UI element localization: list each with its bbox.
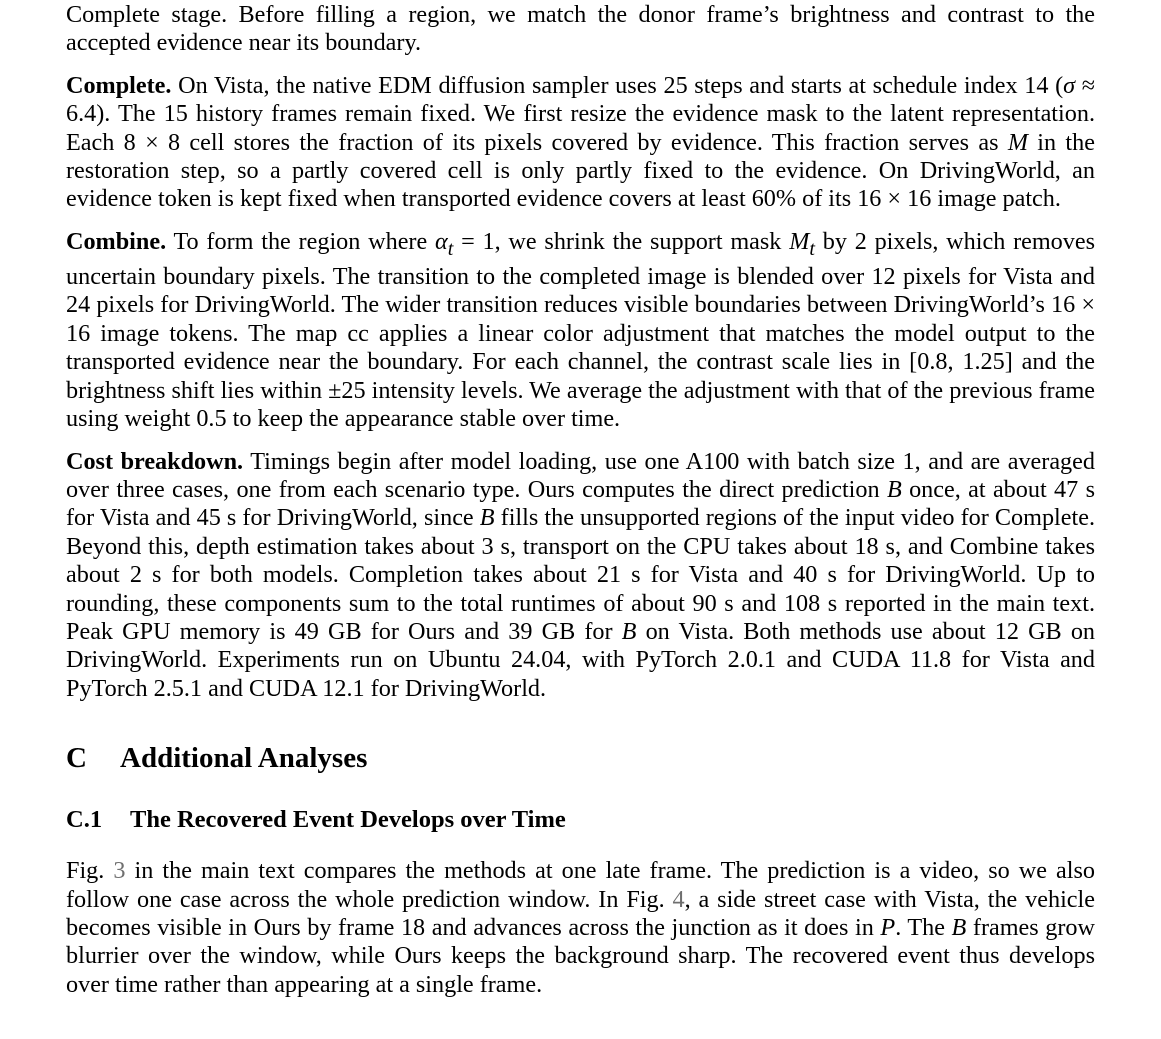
b-symbol-3: B (621, 617, 637, 645)
intro-tail-text: Complete stage. Before filling a region, we match the donor frame’s brightness and contrast to the accepted evidence near its boundary. (66, 1, 1095, 57)
mask-symbol-m: M (1007, 128, 1028, 156)
subsection-number: C.1 (66, 806, 103, 834)
cost-text-2: once, at about 47 s for Vista and 45 s for DrivingWorld, since (66, 475, 1095, 532)
b-symbol-1: B (886, 475, 902, 503)
sigma-symbol: σ (1063, 71, 1076, 99)
combine-text-3: by 2 pixels, which removes uncertain boundary pixels. The transition to the completed image is blended over 12 pixels for Vista and 24 pixels for DrivingWorld. The wider transition reduces visible boundaries between DrivingWorld’s 16 × 16 image tokens. The map (66, 227, 1096, 347)
alpha-symbol: α (435, 227, 448, 255)
complete-heading: Complete. (66, 71, 172, 99)
alpha-subscript: t (447, 237, 454, 260)
paragraph-combine (66, 228, 1095, 434)
combine-heading: Combine. (66, 227, 167, 255)
paper-page (66, 0, 1095, 999)
complete-text-3: in the restoration step, so a partly covered cell is only partly fixed to the evidence. On DrivingWorld, an evidence token is kept fixed when transported evidence covers at least 60% of its 16 × 16 image patch. (66, 128, 1095, 213)
cc-symbol: cc (347, 319, 369, 347)
cost-text-1: Timings begin after model loading, use one A100 with batch size 1, and are averaged over three cases, one from each scenario type. Ours computes the direct prediction (66, 447, 1095, 503)
figure-reference-4[interactable]: 4 (672, 885, 685, 913)
support-mask-subscript: t (809, 237, 815, 260)
subsection-heading (66, 805, 1095, 835)
cost-heading: Cost breakdown. (66, 447, 244, 475)
combine-text-1: To form the region where (166, 227, 435, 255)
section-heading (66, 741, 1095, 775)
complete-text-1: On Vista, the native EDM diffusion sampler uses 25 steps and starts at schedule index 14 ( (171, 71, 1064, 99)
paragraph-cost-breakdown (66, 448, 1095, 704)
recovered-text-5: frames grow blurrier over the window, while Ours keeps the background sharp. The recovered event thus develops over time rather than appearing at a single frame. (66, 913, 1095, 998)
figure-reference-3[interactable]: 3 (113, 857, 126, 885)
section-number: C (66, 742, 87, 775)
paragraph-intro-tail (66, 1, 1095, 58)
complete-text-2: ≈ 6.4). The 15 history frames remain fixed. We first resize the evidence mask to the latent representation. Each 8 × 8 cell stores the fraction of its pixels covered by evidence. This fraction serves as (66, 71, 1096, 156)
section-title: Additional Analyses (120, 742, 368, 775)
b-symbol-4: B (951, 913, 967, 941)
combine-text-2: = 1, we shrink the support mask (453, 227, 790, 255)
recovered-text-2: in the main text compares the methods at one late frame. The prediction is a video, so we also follow one case across the whole prediction window. In Fig. (66, 857, 1095, 913)
cost-text-3: fills the unsupported regions of the input video for Complete. Beyond this, depth estimation takes about 3 s, transport on the CPU takes about 18 s, and Combine takes about 2 s for both models. Completion takes about 21 s for Vista and 40 s for DrivingWorld. Up to rounding, these components sum to the total runtimes of about 90 s and 108 s reported in the main text. Peak GPU memory is 49 GB for Ours and 39 GB for (66, 504, 1095, 645)
cost-text-4: on Vista. Both methods use about 12 GB on DrivingWorld. Experiments run on Ubuntu 24.04, with PyTorch 2.0.1 and CUDA 11.8 for Vista and PyTorch 2.5.1 and CUDA 12.1 for DrivingWorld. (66, 617, 1096, 702)
support-mask-symbol: M (789, 227, 810, 255)
recovered-text-4: . The (895, 913, 952, 941)
paragraph-recovered-event (66, 857, 1095, 999)
b-symbol-2: B (479, 504, 495, 532)
recovered-text-3: , a side street case with Vista, the vehicle becomes visible in Ours by frame 18 and advances across the junction as it does in (66, 885, 1095, 941)
recovered-text-1: Fig. (66, 857, 114, 885)
p-symbol: P (880, 913, 896, 941)
combine-text-4: applies a linear color adjustment that matches the model output to the transported evidence near the boundary. For each channel, the contrast scale lies in [0.8, 1.25] and the brightness shift lies within ±25 intensity levels. We average the adjustment with that of the previous frame using weight 0.5 to keep the appearance stable over time. (66, 319, 1095, 433)
paragraph-complete (66, 72, 1095, 214)
subsection-title: The Recovered Event Develops over Time (130, 806, 566, 834)
